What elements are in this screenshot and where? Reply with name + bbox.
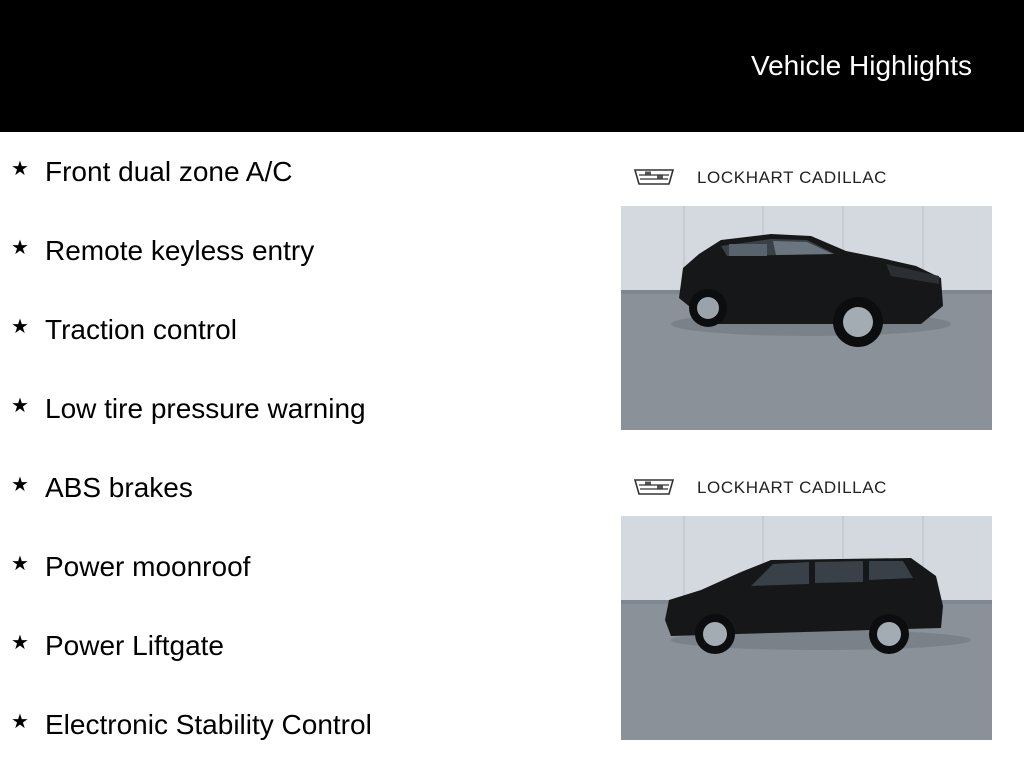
vehicle-photo-side	[621, 516, 992, 740]
vehicle-photo-card[interactable]	[621, 442, 992, 740]
feature-item	[0, 310, 600, 350]
feature-label: Traction control	[45, 314, 237, 345]
feature-item	[0, 152, 600, 192]
star-icon: ★	[11, 235, 29, 259]
feature-item	[0, 231, 600, 271]
feature-label: Front dual zone A/C	[45, 156, 293, 187]
feature-label: Low tire pressure warning	[45, 393, 366, 424]
vehicle-photo-front	[621, 206, 992, 430]
cadillac-crest-icon	[633, 477, 675, 497]
star-icon: ★	[11, 709, 29, 733]
feature-item	[0, 626, 600, 666]
star-icon: ★	[11, 393, 29, 417]
page-title: Vehicle Highlights	[750, 50, 972, 81]
feature-label: Remote keyless entry	[45, 235, 315, 266]
feature-item	[0, 547, 600, 587]
star-icon: ★	[11, 156, 29, 180]
header-bar	[0, 0, 1024, 132]
feature-item	[0, 705, 600, 745]
feature-item	[0, 468, 600, 508]
star-icon: ★	[11, 314, 29, 338]
feature-label: Power Liftgate	[45, 630, 224, 661]
vehicle-photo-card[interactable]	[621, 132, 992, 430]
dealer-watermark	[621, 132, 992, 206]
star-icon: ★	[11, 472, 29, 496]
star-icon: ★	[11, 551, 29, 575]
feature-item	[0, 389, 600, 429]
star-icon: ★	[11, 630, 29, 654]
feature-label: Electronic Stability Control	[45, 709, 372, 740]
feature-label: ABS brakes	[45, 472, 193, 503]
cadillac-crest-icon	[633, 167, 675, 187]
feature-label: Power moonroof	[45, 551, 251, 582]
dealer-watermark	[621, 442, 992, 516]
dealer-name: LOCKHART CADILLAC	[697, 168, 888, 187]
dealer-name: LOCKHART CADILLAC	[697, 478, 888, 497]
